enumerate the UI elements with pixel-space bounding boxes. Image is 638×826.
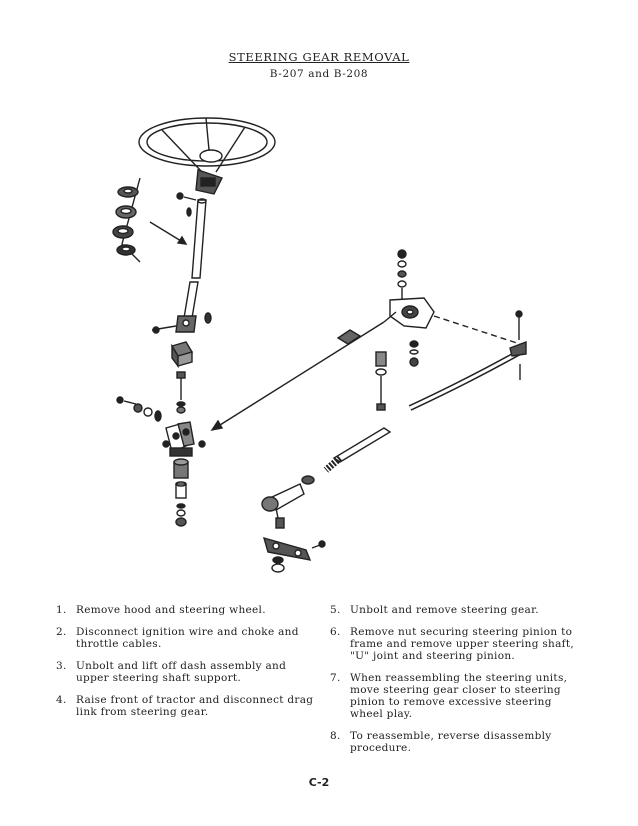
step-number: 6. — [330, 626, 341, 638]
hub-bolt-icon — [177, 193, 196, 216]
step-text: Unbolt and remove steering gear. — [350, 604, 539, 616]
step-number: 2. — [56, 626, 67, 638]
shaft-block-icon — [172, 342, 192, 366]
step-text: To reassemble, reverse disassembly procedure. — [350, 730, 552, 754]
page-number: C-2 — [308, 776, 330, 789]
step-item — [56, 604, 321, 616]
pitman-arm-icon — [264, 538, 325, 572]
step-text: Remove hood and steering wheel. — [76, 604, 266, 616]
page-title: STEERING GEAR REMOVAL — [228, 50, 410, 64]
step-text: Remove nut securing steering pinion to frame and remove upper steering shaft, "U" joint and steering pinion. — [350, 626, 575, 662]
instructions-right-column — [330, 604, 580, 764]
bearing-stack-icon — [113, 178, 186, 262]
step-item — [56, 694, 321, 718]
step-number: 1. — [56, 604, 67, 616]
step-number: 4. — [56, 694, 67, 706]
instructions-left-column — [56, 604, 321, 728]
pinion-nut-stack-icon — [376, 341, 418, 410]
steering-gear-worm-icon — [262, 428, 390, 528]
clip-icon — [338, 330, 360, 344]
step-text: Raise front of tractor and disconnect drag link from steering gear. — [76, 694, 314, 718]
pointer-arrow-icon — [212, 322, 384, 430]
pivot-bolt-stack-icon — [384, 250, 520, 344]
steering-wheel-icon — [139, 118, 275, 194]
steering-pinion-icon — [174, 459, 188, 526]
step-item — [330, 672, 580, 720]
step-text: Unbolt and lift off dash assembly and upper steering shaft support. — [76, 660, 287, 684]
step-number: 8. — [330, 730, 341, 742]
step-text: Disconnect ignition wire and choke and throttle cables. — [76, 626, 299, 650]
u-joint-bolt-stack-icon — [117, 372, 185, 421]
step-text: When reassembling the steering units, move steering gear closer to steering pinion to remove excessive steering wheel play. — [350, 672, 568, 720]
step-number: 5. — [330, 604, 341, 616]
step-item — [56, 626, 321, 650]
step-item — [330, 604, 580, 616]
step-item — [330, 730, 580, 754]
upper-steering-shaft-icon — [152, 199, 211, 333]
u-joint-icon — [163, 422, 205, 456]
step-number: 3. — [56, 660, 67, 672]
step-number: 7. — [330, 672, 341, 684]
model-numbers: B-207 and B-208 — [269, 68, 369, 80]
step-item — [56, 660, 321, 684]
step-item — [330, 626, 580, 662]
